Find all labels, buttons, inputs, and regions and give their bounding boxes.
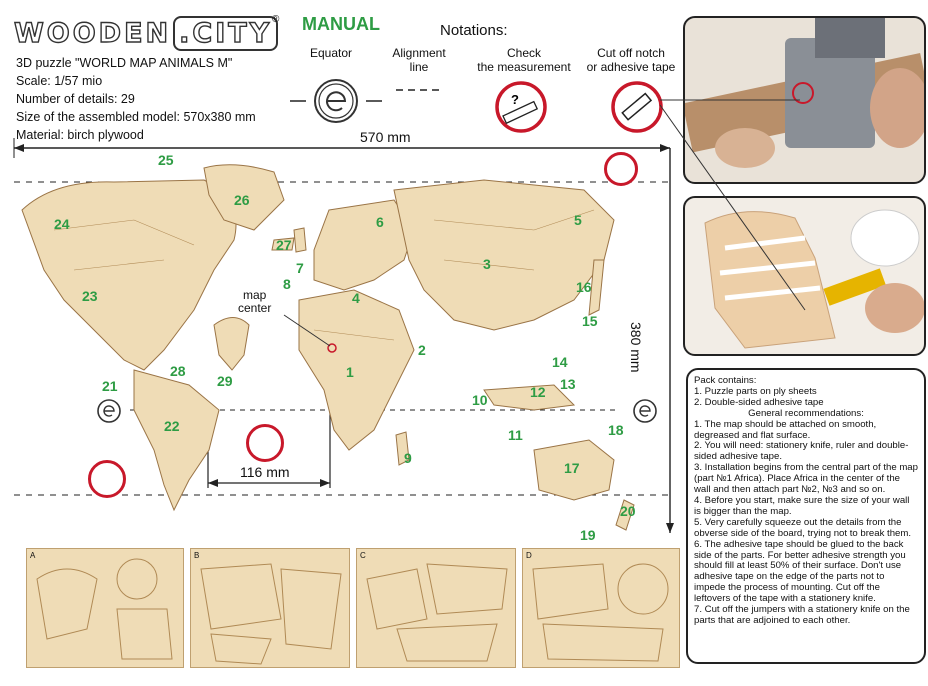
logo-word-boxed: .CITY	[173, 16, 278, 51]
svg-text:?: ?	[511, 92, 519, 107]
part-number: 21	[102, 378, 118, 394]
alignment-label-line1: Alignment	[392, 46, 446, 60]
pack-line: Pack contains:	[694, 375, 757, 386]
part-number: 13	[560, 376, 576, 392]
africa	[299, 290, 414, 450]
pack-line: 1. The map should be attached on smooth, degreased and flat surface.	[694, 418, 877, 441]
logo-word: WOODEN	[14, 18, 172, 49]
map-center-line2: center	[238, 301, 272, 315]
equator-marker-icon	[96, 398, 122, 424]
product-size: Size of the assembled model: 570x380 mm	[16, 110, 256, 124]
part-number: 27	[276, 237, 292, 253]
equator-icon	[290, 78, 385, 124]
part-number: 23	[82, 288, 98, 304]
part-number: 12	[530, 384, 546, 400]
pack-line: 5. Very carefully squeeze out the details from the obverse side of the board, trying not to break them.	[694, 516, 912, 539]
sheet-parts	[27, 549, 183, 667]
africa-dimension: 116 mm	[240, 464, 290, 480]
part-number: 3	[483, 256, 491, 272]
pack-line: 4. Before you start, make sure the size of your wall is bigger than the map.	[694, 494, 910, 517]
sheet-label: B	[194, 551, 200, 560]
check-label-line2: the measurement	[477, 60, 571, 74]
check-label	[470, 46, 578, 74]
map-center-line1: map	[243, 288, 267, 302]
part-number: 29	[217, 373, 233, 389]
part-number: 6	[376, 214, 384, 230]
check-measurement-icon	[246, 424, 284, 462]
product-scale: Scale: 1/57 mio	[16, 74, 103, 88]
part-number: 16	[576, 279, 592, 295]
height-dimension: 380 mm	[628, 322, 644, 373]
part-number: 2	[418, 342, 426, 358]
pack-line: 2. You will need: stationery knife, ruler and double-sided adhesive tape.	[694, 440, 909, 463]
alignment-line-icon	[396, 86, 446, 94]
cut-label-line2: or adhesive tape	[586, 60, 676, 74]
asia	[394, 180, 614, 330]
check-measurement-icon	[604, 152, 638, 186]
registered-mark: ®	[272, 14, 280, 25]
part-number: 19	[580, 527, 596, 543]
part-number: 9	[404, 450, 412, 466]
part-number: 18	[608, 422, 624, 438]
part-number: 22	[164, 418, 180, 434]
product-material: Material: birch plywood	[16, 128, 144, 142]
ply-sheet	[356, 548, 516, 668]
uk	[294, 228, 306, 252]
notations-title: Notations:	[440, 22, 508, 39]
pack-line: 6. The adhesive tape should be glued to the back side of the parts. For better adhesive strength you should fill at least 50% of their surface. Don't use adhesive tape on the edge of the parts not to impede the process of mounting. Cut off the leftovers of the tape with a stationery knife.	[694, 538, 906, 605]
cut-label-line1: Cut off notch	[597, 46, 665, 60]
part-number: 10	[472, 392, 488, 408]
part-number: 26	[234, 192, 250, 208]
map-center-label	[238, 289, 271, 315]
equator-label: Equator	[309, 46, 353, 60]
part-number: 8	[283, 276, 291, 292]
alignment-label-line2: line	[409, 60, 429, 74]
sheet-label: A	[30, 551, 36, 560]
sheet-parts	[357, 549, 515, 667]
sheet-parts	[191, 549, 349, 667]
product-title: 3D puzzle "WORLD MAP ANIMALS M"	[16, 56, 233, 70]
ply-sheet	[26, 548, 184, 668]
part-number: 24	[54, 216, 70, 232]
sheet-label: D	[526, 551, 532, 560]
check-label-line1: Check	[506, 46, 541, 60]
recommendations-heading: General recommendations:	[748, 407, 864, 419]
check-measurement-icon	[88, 460, 126, 498]
part-number: 4	[352, 290, 360, 306]
part-number: 15	[582, 313, 598, 329]
product-details-count: Number of details: 29	[16, 92, 135, 106]
manual-title: MANUAL	[302, 14, 380, 34]
pack-line: 3. Installation begins from the central part of the map (part №1 Africa). Place Africa in the center of the wall and then attach part №2, №3 and so on.	[694, 462, 918, 496]
part-number: 25	[158, 152, 174, 168]
part-number: 1	[346, 364, 354, 380]
pack-line: 1. Puzzle parts on ply sheets	[694, 385, 817, 397]
sheet-label: C	[360, 551, 366, 560]
width-dimension: 570 mm	[360, 129, 411, 145]
part-number: 17	[564, 460, 580, 476]
south-america	[134, 370, 219, 510]
north-america	[22, 180, 236, 370]
part-number: 5	[574, 212, 582, 228]
equator-marker-icon	[632, 398, 658, 424]
sheet-parts	[523, 549, 679, 667]
balloon	[214, 318, 249, 371]
part-number: 7	[296, 260, 304, 276]
part-number: 20	[620, 503, 636, 519]
pack-line: 7. Cut off the jumpers with a stationery knife on the parts that are adjoined to each other.	[694, 604, 910, 626]
pack-contents-box	[686, 368, 926, 664]
part-number: 11	[508, 427, 523, 443]
alignment-label	[384, 46, 454, 74]
brand-logo	[14, 16, 278, 51]
part-number: 28	[170, 363, 186, 379]
pack-line: 2. Double-sided adhesive tape	[694, 396, 824, 408]
ply-sheet	[522, 548, 680, 668]
ply-sheet	[190, 548, 350, 668]
part-number: 14	[552, 354, 568, 370]
check-measurement-icon	[494, 80, 548, 134]
